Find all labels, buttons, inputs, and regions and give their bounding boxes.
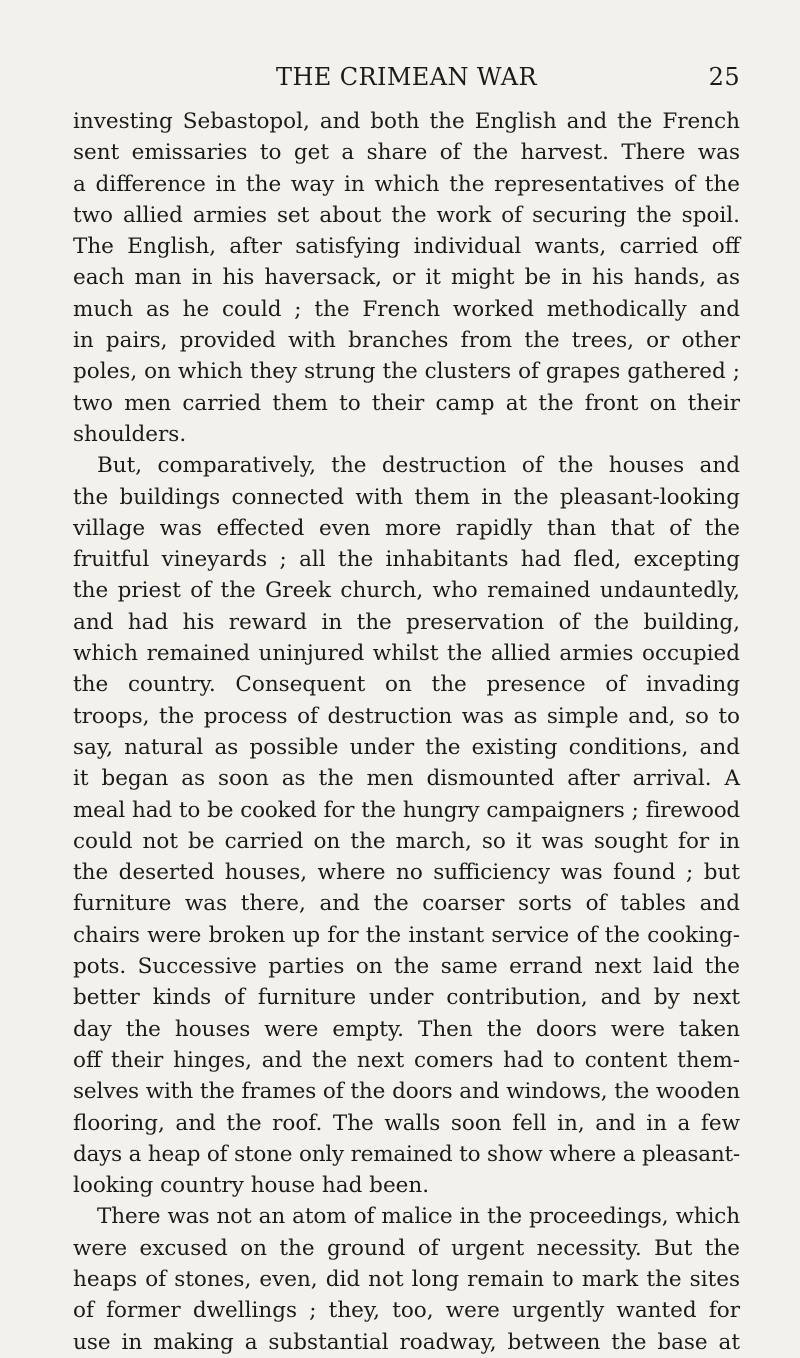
text-line: investing Sebastopol, and both the English and the French: [73, 109, 740, 134]
text-line: But, comparatively, the destruction of the houses and: [97, 453, 740, 479]
text-line: say, natural as possible under the existing conditions, and: [73, 734, 740, 760]
text-line: meal had to be cooked for the hungry campaigners ; firewood: [73, 797, 740, 823]
text-line: selves with the frames of the doors and windows, the wooden: [73, 1079, 740, 1105]
page-number: 25: [708, 63, 740, 91]
body-text: [73, 106, 740, 1358]
text-line: off their hinges, and the next comers had to content them-: [73, 1047, 740, 1073]
text-line: two allied armies set about the work of securing the spoil.: [73, 202, 740, 228]
text-line: each man in his haversack, or it might be in his hands, as: [73, 265, 740, 291]
text-line: furniture was there, and the coarser sorts of tables and: [73, 891, 740, 917]
text-line: day the houses were empty. Then the doors were taken: [73, 1016, 740, 1042]
text-line: the deserted houses, where no sufficiency was found ; but: [73, 860, 740, 886]
text-line: the buildings connected with them in the pleasant-looking: [73, 484, 740, 510]
text-line: poles, on which they strung the clusters of grapes gathered ;: [73, 359, 740, 385]
text-line: chairs were broken up for the instant service of the cooking-: [73, 922, 740, 948]
text-line: in pairs, provided with branches from the trees, or other: [73, 328, 740, 354]
text-line: shoulders.: [73, 421, 187, 447]
text-line: pots. Successive parties on the same errand next laid the: [73, 954, 740, 980]
text-line: better kinds of furniture under contribution, and by next: [73, 985, 740, 1011]
text-line: looking country house had been.: [73, 1173, 430, 1199]
text-line: which remained uninjured whilst the allied armies occupied: [73, 641, 740, 667]
text-line: were excused on the ground of urgent necessity. But the: [73, 1235, 740, 1261]
text-line: heaps of stones, even, did not long remain to mark the sites: [73, 1266, 740, 1292]
text-line: a difference in the way in which the representatives of the: [73, 171, 740, 197]
text-line: two men carried them to their camp at the front on their: [73, 390, 740, 416]
text-line: There was not an atom of malice in the proceedings, which: [97, 1204, 740, 1230]
text-line: flooring, and the roof. The walls soon fell in, and in a few: [73, 1110, 740, 1136]
text-line: the country. Consequent on the presence of invading: [73, 672, 740, 698]
text-line: village was effected even more rapidly than that of the: [73, 515, 740, 541]
running-title: THE CRIMEAN WAR: [276, 63, 537, 91]
text-line: could not be carried on the march, so it was sought for in: [73, 828, 740, 854]
text-line: troops, the process of destruction was as simple and, so to: [73, 703, 740, 729]
text-line: use in making a substantial roadway, between the base at: [73, 1329, 740, 1355]
text-line: much as he could ; the French worked methodically and: [73, 296, 740, 322]
text-line: of former dwellings ; they, too, were urgently wanted for: [73, 1298, 740, 1324]
paragraph-1: [73, 106, 740, 450]
paragraph-3: [73, 1201, 740, 1357]
text-line: days a heap of stone only remained to show where a pleasant-: [73, 1141, 740, 1167]
text-line: it began as soon as the men dismounted after arrival. A: [73, 766, 740, 792]
text-line: fruitful vineyards ; all the inhabitants had fled, excepting: [73, 547, 740, 573]
text-line: The English, after satisfying individual wants, carried off: [73, 234, 740, 260]
text-line: sent emissaries to get a share of the harvest. There was: [73, 140, 740, 166]
text-line: the priest of the Greek church, who remained undauntedly,: [73, 578, 740, 604]
text-line: and had his reward in the preservation of the building,: [73, 609, 740, 635]
running-head: [73, 60, 740, 94]
paragraph-2: [73, 450, 740, 1201]
